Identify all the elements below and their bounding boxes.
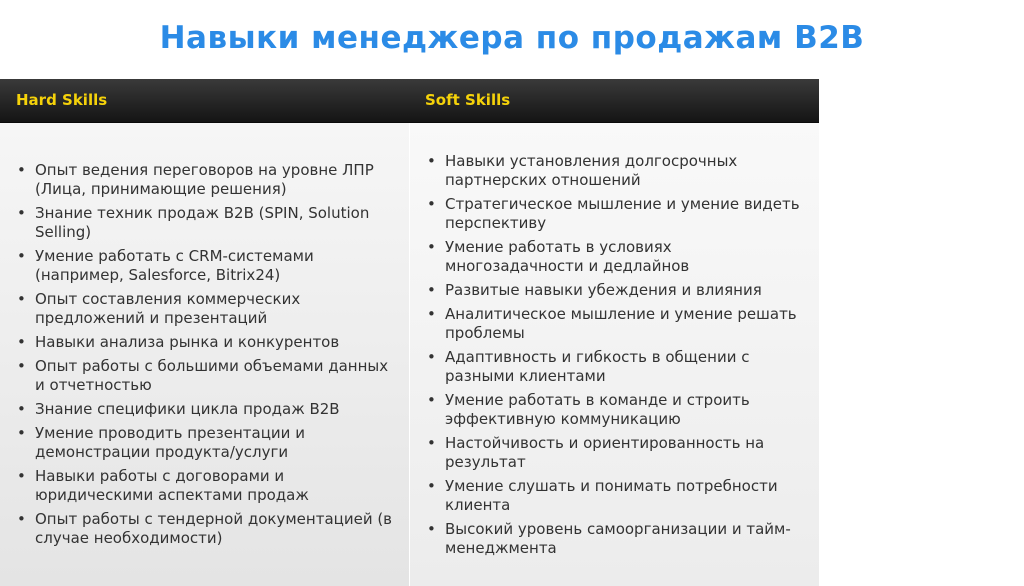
table-body-row xyxy=(0,123,819,586)
bullet-icon: • xyxy=(427,347,436,366)
bullet-icon: • xyxy=(427,390,436,409)
list-item-text: Развитые навыки убеждения и влияния xyxy=(445,280,762,299)
list-item xyxy=(15,510,397,548)
list-item-text: Умение проводить презентации и демонстрации продукта/услуги xyxy=(35,424,305,461)
bullet-icon: • xyxy=(427,237,436,256)
list-item-text: Стратегическое мышление и умение видеть перспективу xyxy=(445,194,800,232)
list-item-text: Опыт составления коммерческих предложений и презентаций xyxy=(35,290,301,327)
list-item-text: Умение слушать и понимать потребности клиента xyxy=(445,476,778,514)
list-item-text: Навыки установления долгосрочных партнерских отношений xyxy=(445,151,738,189)
list-item xyxy=(425,391,809,429)
bullet-icon: • xyxy=(17,357,26,375)
list-item xyxy=(15,467,397,505)
list-item-text: Высокий уровень самоорганизации и тайм-менеджмента xyxy=(445,519,791,557)
bullet-icon: • xyxy=(17,467,26,485)
list-item-text: Опыт работы с большими объемами данных и отчетностью xyxy=(35,357,389,394)
list-item xyxy=(15,357,397,395)
bullet-icon: • xyxy=(17,510,26,528)
skills-table xyxy=(0,79,819,586)
bullet-icon: • xyxy=(17,204,26,222)
list-item xyxy=(425,477,809,515)
soft-skills-column xyxy=(410,123,819,586)
bullet-icon: • xyxy=(17,161,26,179)
list-item xyxy=(425,238,809,276)
list-item xyxy=(425,195,809,233)
list-item xyxy=(425,305,809,343)
bullet-icon: • xyxy=(17,400,26,418)
list-item xyxy=(425,520,809,558)
list-item xyxy=(15,400,397,419)
list-item xyxy=(15,204,397,242)
bullet-icon: • xyxy=(17,424,26,442)
list-item-text: Умение работать в команде и строить эффективную коммуникацию xyxy=(445,390,750,428)
list-item-text: Настойчивость и ориентированность на результат xyxy=(445,433,765,471)
list-item-text: Адаптивность и гибкость в общении с разными клиентами xyxy=(445,347,750,385)
bullet-icon: • xyxy=(17,333,26,351)
bullet-icon: • xyxy=(427,433,436,452)
table-header-row xyxy=(0,79,819,123)
bullet-icon: • xyxy=(427,151,436,170)
list-item-text: Умение работать с CRM-системами (например, Salesforce, Bitrix24) xyxy=(35,247,314,284)
list-item-text: Знание специфики цикла продаж B2B xyxy=(35,400,340,418)
list-item-text: Навыки анализа рынка и конкурентов xyxy=(35,333,340,351)
bullet-icon: • xyxy=(17,247,26,265)
list-item-text: Опыт ведения переговоров на уровне ЛПР (Лица, принимающие решения) xyxy=(35,161,374,198)
list-item-text: Опыт работы с тендерной документацией (в случае необходимости) xyxy=(35,510,393,547)
list-item xyxy=(425,281,809,300)
list-item xyxy=(15,333,397,352)
list-item-text: Умение работать в условиях многозадачности и дедлайнов xyxy=(445,237,690,275)
bullet-icon: • xyxy=(427,194,436,213)
list-item xyxy=(425,152,809,190)
hard-skills-list xyxy=(15,161,397,548)
list-item-text: Знание техник продаж B2B (SPIN, Solution Selling) xyxy=(35,204,370,241)
bullet-icon: • xyxy=(17,290,26,308)
list-item-text: Навыки работы с договорами и юридическими аспектами продаж xyxy=(35,467,309,504)
hard-skills-header: Hard Skills xyxy=(16,91,108,109)
list-item xyxy=(425,434,809,472)
bullet-icon: • xyxy=(427,476,436,495)
list-item xyxy=(15,161,397,199)
list-item-text: Аналитическое мышление и умение решать проблемы xyxy=(445,304,797,342)
soft-skills-header: Soft Skills xyxy=(425,91,511,109)
list-item xyxy=(15,290,397,328)
soft-skills-list xyxy=(425,152,809,558)
list-item xyxy=(425,348,809,386)
hard-skills-column xyxy=(0,123,410,586)
bullet-icon: • xyxy=(427,519,436,538)
bullet-icon: • xyxy=(427,304,436,323)
bullet-icon: • xyxy=(427,280,436,299)
page-title: Навыки менеджера по продажам B2B xyxy=(159,20,865,56)
list-item xyxy=(15,424,397,462)
list-item xyxy=(15,247,397,285)
